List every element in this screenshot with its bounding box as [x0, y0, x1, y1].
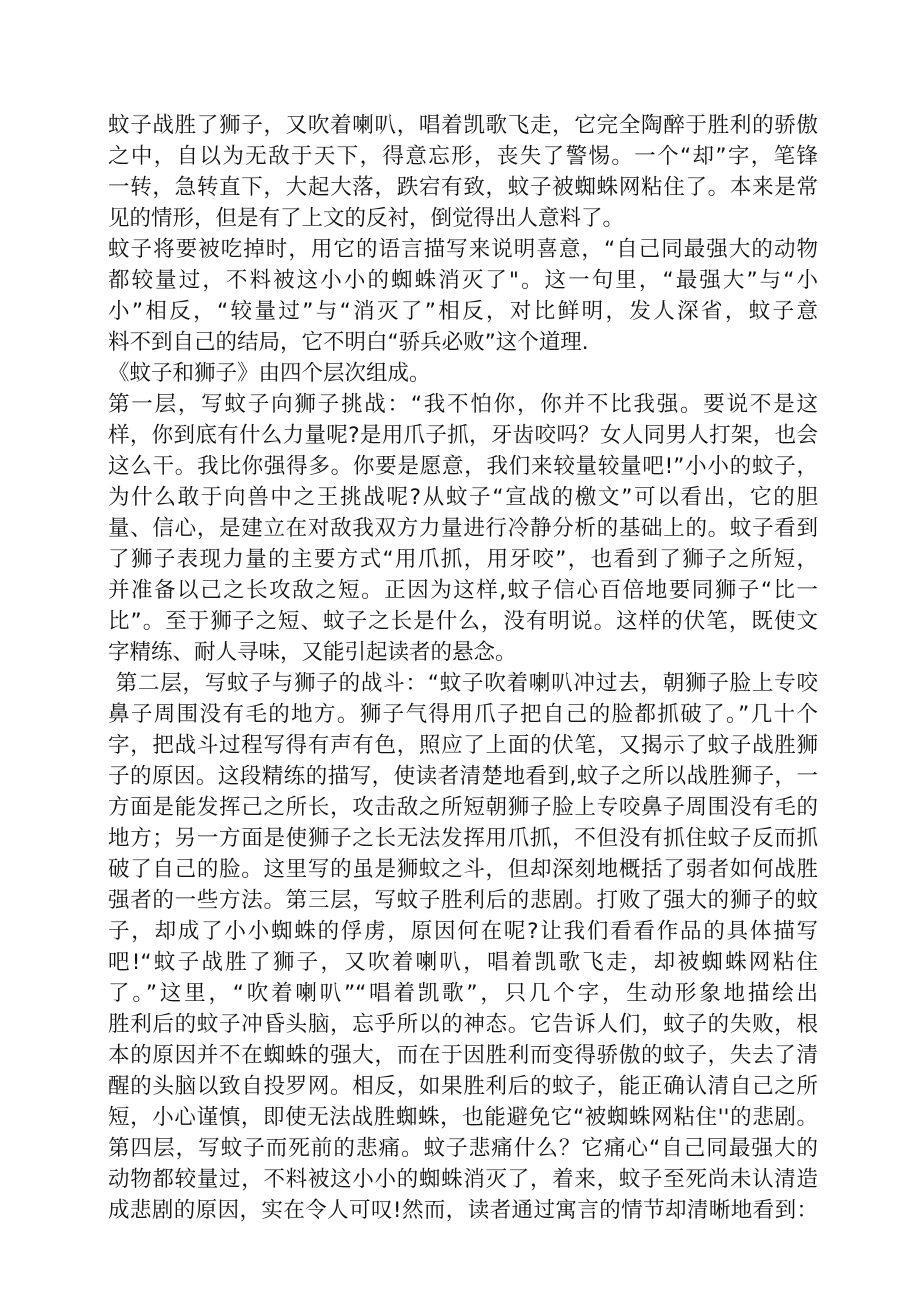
- text-line: 蚊子将要被吃掉时，用它的语言描写来说明喜意，“自己同最强大的动物: [108, 237, 818, 262]
- text-line: 并准备以己之长攻敌之短。正因为这样,蚊子信心百倍地要同狮子“比一: [108, 578, 818, 603]
- text-line: 成悲剧的原因，实在令人可叹!然而，读者通过寓言的情节却清晰地看到：: [108, 1198, 818, 1223]
- text-line: 子，却成了小小蜘蛛的俘虏，原因何在呢?让我们看看作品的具体描写: [108, 919, 818, 944]
- text-line: 之中，自以为无敌于天下，得意忘形，丧失了警惕。一个“却”字，笔锋: [108, 144, 818, 169]
- text-line: 了狮子表现力量的主要方式“用爪抓，用牙咬”，也看到了狮子之所短，: [108, 547, 818, 572]
- text-line: 第二层，写蚊子与狮子的战斗：“蚊子吹着喇叭冲过去，朝狮子脸上专咬: [108, 671, 818, 696]
- text-line: 《蚊子和狮子》由四个层次组成。: [108, 361, 431, 386]
- text-line: 字，把战斗过程写得有声有色，照应了上面的伏笔，又揭示了蚊子战胜狮: [108, 733, 818, 758]
- text-line: 子的原因。这段精练的描写，使读者清楚地看到,蚊子之所以战胜狮子，一: [108, 764, 818, 789]
- text-line: 都较量过，不料被这小小的蜘蛛消灭了"。这一句里，“最强大”与“小: [108, 268, 818, 293]
- text-line: 蚊子战胜了狮子，又吹着喇叭，唱着凯歌飞走，它完全陶醉于胜利的骄傲: [108, 113, 818, 138]
- text-line: 见的情形，但是有了上文的反衬，倒觉得出人意料了。: [108, 206, 625, 231]
- text-line: 量、信心，是建立在对敌我双方力量进行冷静分析的基础上的。蚊子看到: [108, 516, 818, 541]
- text-line: 胜利后的蚊子冲昏头脑，忘乎所以的神态。它告诉人们，蚊子的失败，根: [108, 1012, 818, 1037]
- text-line: 一转，急转直下，大起大落，跌宕有致，蚊子被蜘蛛网粘住了。本来是常: [108, 175, 818, 200]
- text-line: 第四层，写蚊子而死前的悲痛。蚊子悲痛什么？它痛心“自己同最强大的: [108, 1136, 818, 1161]
- text-line: 这么干。我比你强得多。你要是愿意，我们来较量较量吧!”小小的蚊子，: [108, 454, 818, 479]
- text-line: 短，小心谨慎，即使无法战胜蜘蛛，也能避免它“被蜘蛛网粘住''的悲剧。: [108, 1105, 818, 1130]
- text-line: 小”相反，“较量过”与“消灭了”相反，对比鲜明，发人深省，蚊子意: [108, 299, 818, 324]
- text-line: 强者的一些方法。第三层，写蚊子胜利后的悲剧。打败了强大的狮子的蚊: [108, 888, 818, 913]
- text-line: 料不到自己的结局，它不明白“骄兵必败”这个道理.: [108, 330, 589, 355]
- text-line: 字精练、耐人寻味，又能引起读者的悬念。: [108, 640, 517, 665]
- text-line: 第一层，写蚊子向狮子挑战：“我不怕你，你并不比我强。要说不是这: [108, 392, 818, 417]
- text-line: 鼻子周围没有毛的地方。狮子气得用爪子把自己的脸都抓破了。”几十个: [108, 702, 818, 727]
- text-line: 了。”这里，“吹着喇叭”“唱着凯歌”，只几个字，生动形象地描绘出: [108, 981, 818, 1006]
- text-line: 比”。至于狮子之短、蚊子之长是什么，没有明说。这样的伏笔，既使文: [108, 609, 818, 634]
- text-line: 地方；另一方面是使狮子之长无法发挥用爪抓，不但没有抓住蚊子反而抓: [108, 826, 818, 851]
- text-line: 动物都较量过，不料被这小小的蜘蛛消灭了，着来，蚊子至死尚未认清造: [108, 1167, 818, 1192]
- text-line: 本的原因并不在蜘蛛的强大，而在于因胜利而变得骄傲的蚊子，失去了清: [108, 1043, 818, 1068]
- text-line: 样，你到底有什么力量呢?是用爪子抓，牙齿咬吗？女人同男人打架，也会: [108, 423, 818, 448]
- text-line: 为什么敢于向兽中之王挑战呢?从蚊子“宣战的檄文”可以看出，它的胆: [108, 485, 818, 510]
- text-line: 醒的头脑以致自投罗网。相反，如果胜利后的蚊子，能正确认清自己之所: [108, 1074, 818, 1099]
- document-body: [108, 110, 818, 1226]
- text-line: 方面是能发挥己之所长，攻击敌之所短朝狮子脸上专咬鼻子周围没有毛的: [108, 795, 818, 820]
- text-line: 吧!“蚊子战胜了狮子，又吹着喇叭，唱着凯歌飞走，却被蜘蛛网粘住: [108, 950, 818, 975]
- text-line: 破了自己的脸。这里写的虽是狮蚊之斗，但却深刻地概括了弱者如何战胜: [108, 857, 818, 882]
